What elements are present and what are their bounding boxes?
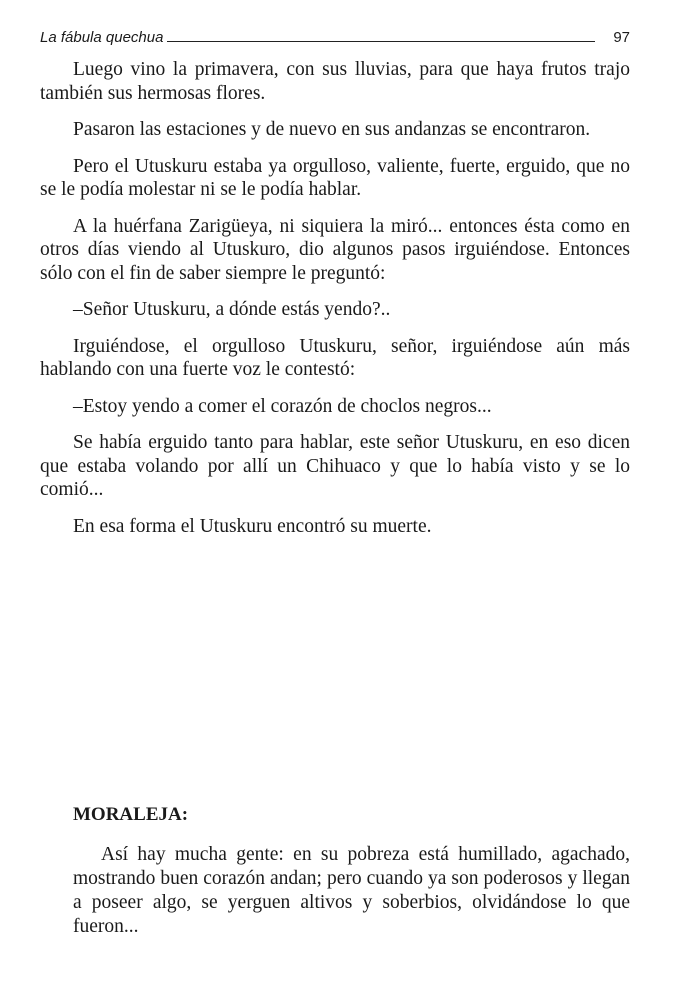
paragraph: Irguiéndose, el orgulloso Utuskuru, señor, irguiéndose aún más hablando con una fuerte voz le contestó:: [40, 335, 630, 380]
paragraph: Pero el Utuskuru estaba ya orgulloso, valiente, fuerte, erguido, que no se le podía molestar ni se le podía hablar.: [40, 155, 630, 200]
story-text: [40, 58, 630, 551]
paragraph: Luego vino la primavera, con sus lluvias, para que haya frutos trajo también sus hermosas flores.: [40, 59, 630, 104]
paragraph: Pasaron las estaciones y de nuevo en sus andanzas se encontraron.: [73, 119, 591, 140]
paragraph: A la huérfana Zarigüeya, ni siquiera la miró... entonces ésta como en otros días viendo al Utuskuro, dio algunos pasos irguiéndose. Entonces sólo con el fin de saber siempre le preguntó:: [40, 215, 630, 284]
paragraph: En esa forma el Utuskuru encontró su muerte.: [73, 515, 432, 537]
moraleja-text: Así hay mucha gente: en su pobreza está humillado, agachado, mostrando buen corazón andan; pero cuando ya son poderosos y llegan a poseer algo, se yerguen altivos y soberbios, olvidándose lo que fueron...: [73, 844, 630, 937]
running-header-title: La fábula quechua: [40, 29, 164, 46]
paragraph: Se había erguido tanto para hablar, este señor Utuskuru, en eso dicen que estaba volando por allí un Chihuaco y que lo había visto y se lo comió...: [40, 432, 630, 500]
running-header: [40, 22, 630, 46]
dialogue-line: –Estoy yendo a comer el corazón de choclos negros...: [73, 395, 492, 417]
moraleja-heading: MORALEJA:: [73, 804, 189, 825]
header-rule: [167, 41, 595, 42]
dialogue-line: –Señor Utuskuru, a dónde estás yendo?..: [73, 299, 391, 320]
page-number: 97: [613, 29, 630, 46]
